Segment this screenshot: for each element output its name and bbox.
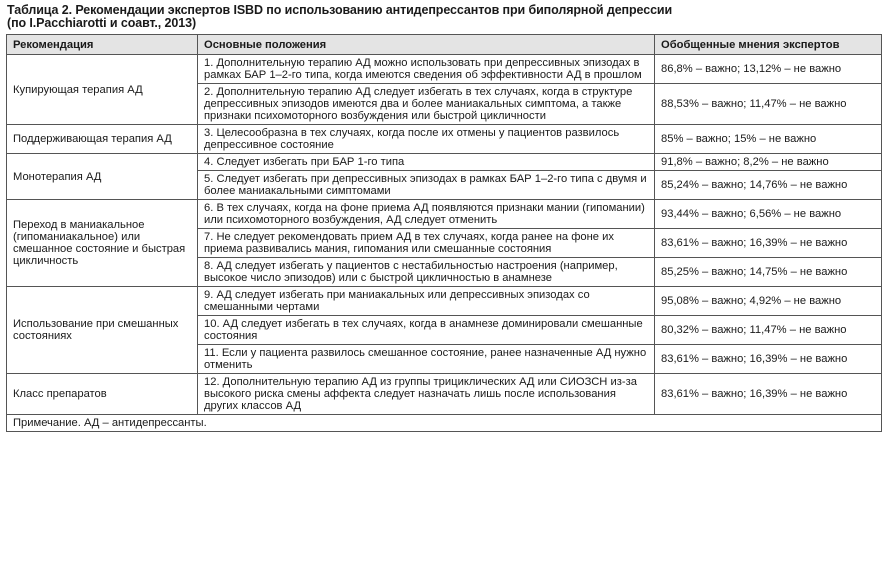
provision-text: 4. Следует избегать при БАР 1-го типа	[198, 154, 655, 171]
provision-text: 10. АД следует избегать в тех случаях, когда в анамнезе доминировали смешанные состояния	[198, 316, 655, 345]
expert-opinion: 83,61% – важно; 16,39% – не важно	[655, 374, 882, 415]
expert-opinion: 91,8% – важно; 8,2% – не важно	[655, 154, 882, 171]
recommendation-category: Монотерапия АД	[7, 154, 198, 200]
table-note: Примечание. АД – антидепрессанты.	[7, 415, 882, 432]
table-header-row	[7, 35, 882, 55]
provision-text: 5. Следует избегать при депрессивных эпизодах в рамках БАР 1–2-го типа с двумя и более маниакальными симптомами	[198, 171, 655, 200]
table-row	[7, 200, 882, 229]
expert-opinion: 88,53% – важно; 11,47% – не важно	[655, 84, 882, 125]
expert-opinion: 95,08% – важно; 4,92% – не важно	[655, 287, 882, 316]
provision-text: 11. Если у пациента развилось смешанное состояние, ранее назначенные АД нужно отменить	[198, 345, 655, 374]
table-row	[7, 154, 882, 171]
header-provisions: Основные положения	[198, 35, 655, 55]
recommendation-category: Переход в маниакальное (гипоманиакальное) или смешанное состояние и быстрая цикличность	[7, 200, 198, 287]
expert-opinion: 93,44% – важно; 6,56% – не важно	[655, 200, 882, 229]
header-recommendation: Рекомендация	[7, 35, 198, 55]
table-title-line-2: (по I.Pacchiarotti и соавт., 2013)	[7, 16, 197, 30]
expert-opinion: 85% – важно; 15% – не важно	[655, 125, 882, 154]
table-row	[7, 125, 882, 154]
table-row	[7, 374, 882, 415]
table-row	[7, 287, 882, 316]
provision-text: 2. Дополнительную терапию АД следует избегать в тех случаях, когда в структуре депрессивных эпизодов имеются два и более маниакальных симптома, а также признаки психомоторного возбуждения или быстрой цикличности	[198, 84, 655, 125]
provision-text: 12. Дополнительную терапию АД из группы трициклических АД или СИОЗСН из-за высокого риска смены аффекта следует назначать лишь после использования других классов АД	[198, 374, 655, 415]
provision-text: 3. Целесообразна в тех случаях, когда после их отмены у пациентов развилось депрессивное состояние	[198, 125, 655, 154]
note-row	[7, 415, 882, 432]
expert-opinion: 83,61% – важно; 16,39% – не важно	[655, 229, 882, 258]
table-body	[7, 55, 882, 415]
recommendation-category: Класс препаратов	[7, 374, 198, 415]
provision-text: 8. АД следует избегать у пациентов с нестабильностью настроения (например, высокое число эпизодов) или с быстрой цикличностью в анамнезе	[198, 258, 655, 287]
expert-opinion: 83,61% – важно; 16,39% – не важно	[655, 345, 882, 374]
recommendation-category: Купирующая терапия АД	[7, 55, 198, 125]
table-title-line-1: Таблица 2. Рекомендации экспертов ISBD по использованию антидепрессантов при биполярной депрессии	[7, 3, 673, 17]
recommendation-category: Поддерживающая терапия АД	[7, 125, 198, 154]
provision-text: 9. АД следует избегать при маниакальных или депрессивных эпизодах со смешанными чертами	[198, 287, 655, 316]
provision-text: 1. Дополнительную терапию АД можно использовать при депрессивных эпизодах в рамках БАР 1–2-го типа, когда имеются сведения об эффективности АД в прошлом	[198, 55, 655, 84]
expert-opinion: 85,24% – важно; 14,76% – не важно	[655, 171, 882, 200]
recommendations-table	[6, 34, 882, 432]
table-title	[7, 4, 886, 30]
expert-opinion: 85,25% – важно; 14,75% – не важно	[655, 258, 882, 287]
recommendation-category: Использование при смешанных состояниях	[7, 287, 198, 374]
header-opinions: Обобщенные мнения экспертов	[655, 35, 882, 55]
expert-opinion: 86,8% – важно; 13,12% – не важно	[655, 55, 882, 84]
provision-text: 6. В тех случаях, когда на фоне приема АД появляются признаки мании (гипомании) или психомоторного возбуждения, АД следует отменить	[198, 200, 655, 229]
table-row	[7, 55, 882, 84]
expert-opinion: 80,32% – важно; 11,47% – не важно	[655, 316, 882, 345]
provision-text: 7. Не следует рекомендовать прием АД в тех случаях, когда ранее на фоне их приема развивались мания, гипомания или смешанные состояния	[198, 229, 655, 258]
